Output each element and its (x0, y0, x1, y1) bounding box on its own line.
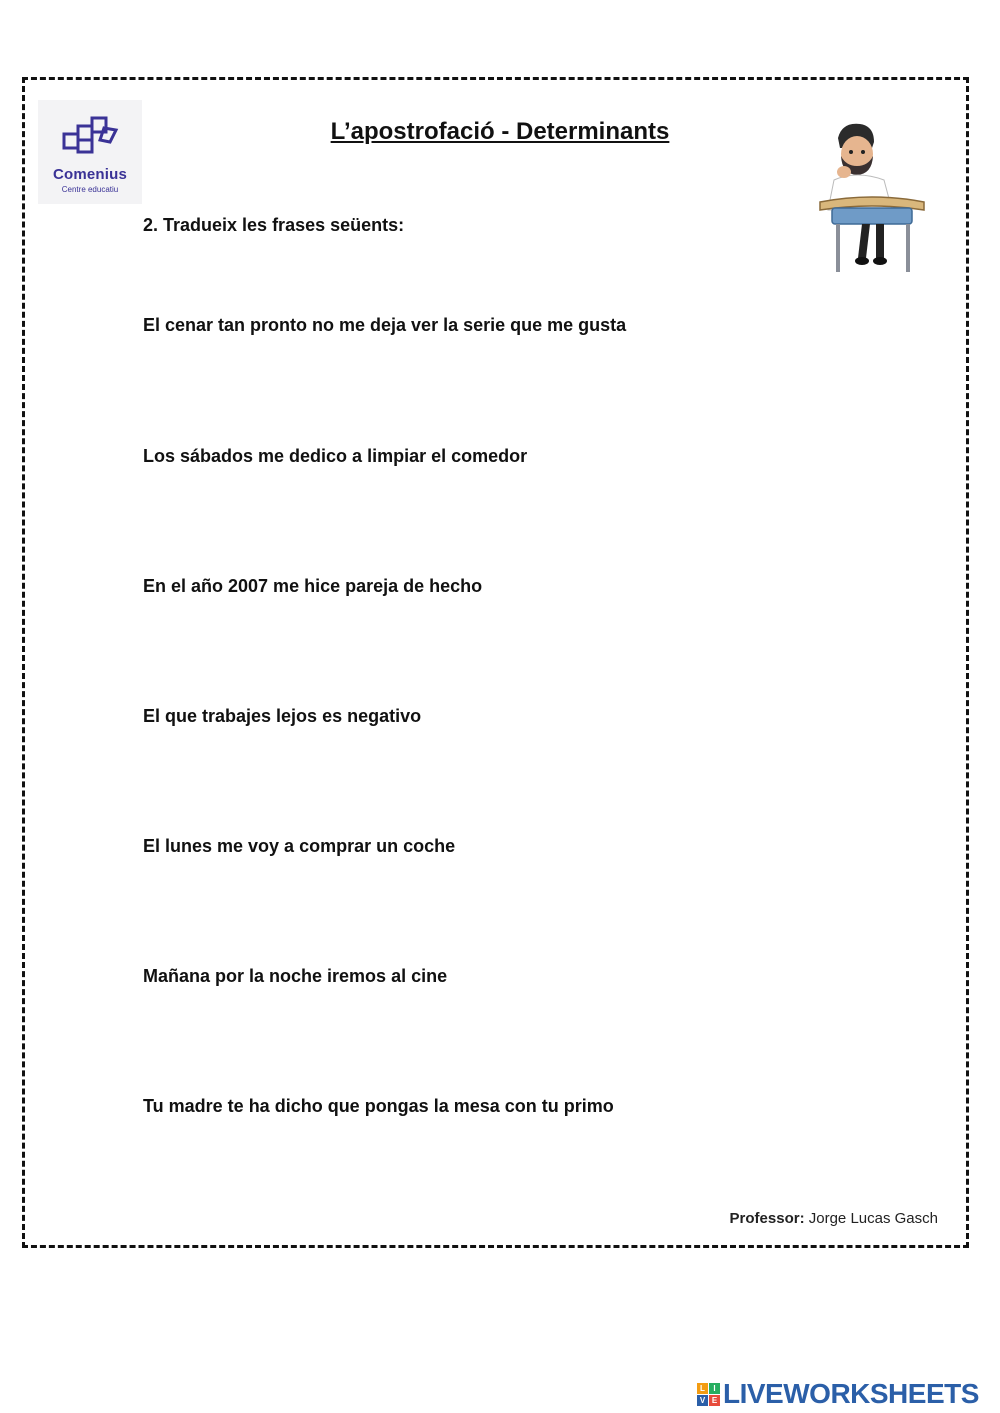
sentence-item: En el año 2007 me hice pareja de hecho (143, 576, 483, 596)
logo-letter: E (709, 1395, 720, 1406)
teacher-credit-label: Professor: (729, 1210, 805, 1227)
exercise-instruction: 2. Tradueix les frases seüents: (143, 215, 405, 235)
logo-letter: L (697, 1383, 708, 1394)
sentence-item: El que trabajes lejos es negativo (143, 706, 422, 726)
logo-letter: I (709, 1383, 720, 1394)
teacher-credit-name: Jorge Lucas Gasch (808, 1210, 938, 1227)
sentence-item: El lunes me voy a comprar un coche (143, 836, 456, 856)
school-logo (38, 100, 142, 204)
sentence-item: Tu madre te ha dicho que pongas la mesa con tu primo (143, 1096, 614, 1116)
teacher-credit (730, 1210, 938, 1227)
teacher-avatar-icon (812, 118, 932, 278)
liveworksheets-watermark (697, 1377, 979, 1411)
logo-subtitle: Centre educatiu (61, 185, 119, 194)
sentence-item: Los sábados me dedico a limpiar el comedor (143, 446, 528, 466)
logo-name: Comenius (52, 166, 128, 183)
watermark-text: LIVEWORKSHEETS (723, 1378, 979, 1409)
sentence-item: El cenar tan pronto no me deja ver la serie que me gusta (143, 315, 627, 335)
sentence-item: Mañana por la noche iremos al cine (143, 966, 448, 986)
page-title: L’apostrofació - Determinants (330, 118, 670, 145)
liveworksheets-logo-icon (697, 1383, 720, 1406)
logo-letter: V (697, 1395, 708, 1406)
